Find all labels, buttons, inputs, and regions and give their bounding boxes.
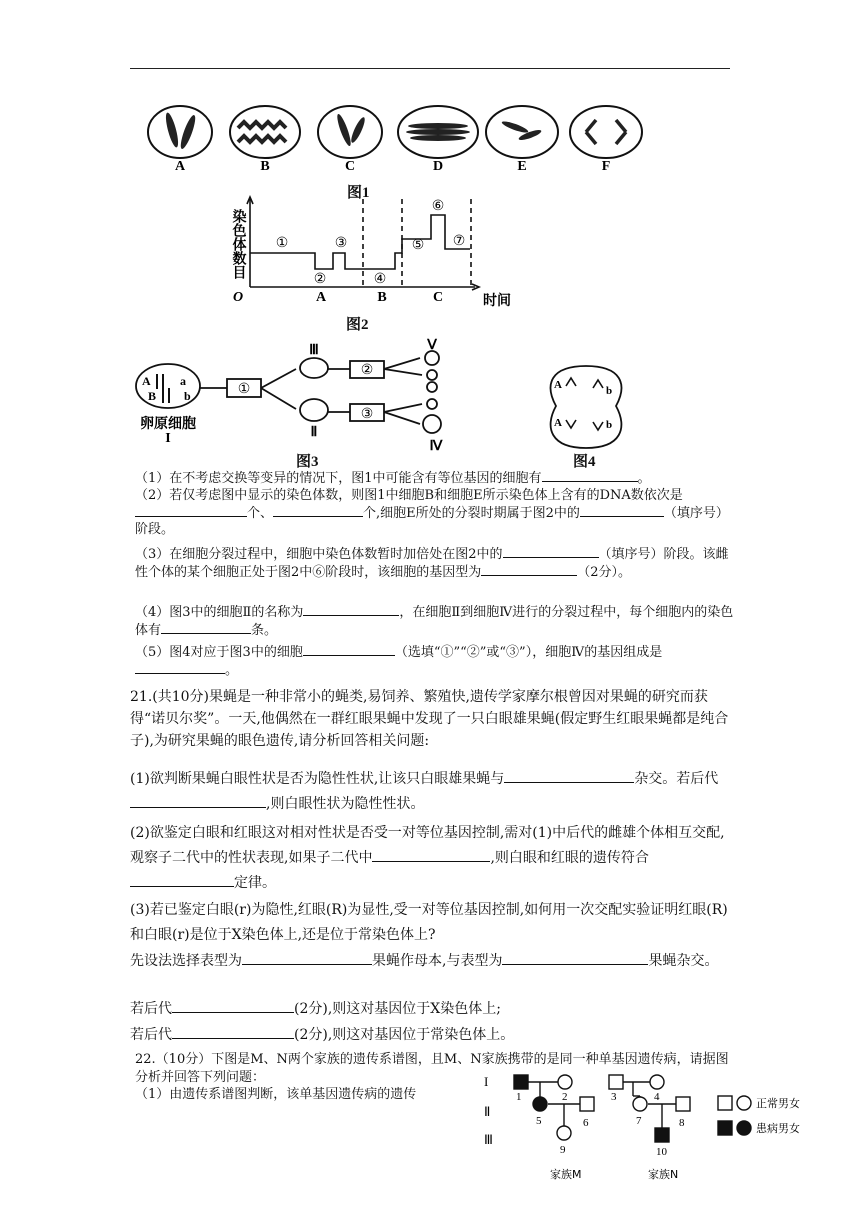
x-axis-label: 时间 — [483, 294, 511, 309]
cell-f — [570, 106, 642, 158]
gen-3-label: Ⅲ — [484, 1132, 493, 1147]
gene-a-lower: a — [180, 374, 186, 388]
n-individual-7 — [633, 1097, 647, 1111]
gene-a: A — [142, 374, 151, 388]
question-21-2: (2)欲鉴定白眼和红眼这对相对性状是否受一对等位基因控制,需对(1)中后代的雌雄个体相互交配,观察子二代中的性状表现,如果子二代中 ,则白眼和红眼的遗传符合定律。 — [130, 825, 725, 891]
segment-1: ① — [275, 236, 289, 251]
m-individual-1 — [514, 1075, 528, 1089]
legend-normal-label: 正常男女 — [756, 1097, 800, 1110]
segment-3: ③ — [334, 236, 348, 251]
m-individual-2 — [558, 1075, 572, 1089]
n-individual-8 — [676, 1097, 690, 1111]
gene-b: B — [148, 389, 157, 403]
fig4-gene-2: b — [606, 385, 613, 397]
fig4-gene-3: A — [554, 417, 562, 429]
question-20-2: （2）若仅考虑图中显示的染色体数，则图1中细胞B和细胞E所示染色体上含有的DNA数依次是个、 个,细胞E所处的分裂时期属于图2中的 （填序号）阶段。 — [135, 488, 729, 537]
fig4-gene-4: b — [606, 419, 613, 431]
id-4: 4 — [654, 1091, 660, 1103]
figure-3-caption: 图3 — [296, 454, 319, 470]
phase-b: B — [377, 290, 387, 305]
n-individual-4 — [650, 1075, 664, 1089]
pedigree-chart — [478, 1068, 850, 1188]
cell-3 — [300, 358, 328, 378]
n-individual-10 — [655, 1128, 669, 1142]
legend-normal-male — [718, 1096, 732, 1110]
cell-c — [318, 106, 382, 158]
id-7: 7 — [636, 1115, 642, 1127]
id-6: 6 — [583, 1117, 589, 1129]
id-2: 2 — [562, 1091, 568, 1103]
figure-1 — [140, 100, 660, 175]
figure-4-caption: 图4 — [573, 454, 596, 470]
question-20-4: （4）图3中的细胞Ⅱ的名称为 ，在细胞Ⅱ到细胞Ⅳ进行的分裂过程中，每个细胞内的染色体有 条。 — [135, 605, 734, 638]
legend-affected-male — [718, 1121, 732, 1135]
header-rule — [130, 68, 730, 69]
roman-4: Ⅳ — [429, 439, 443, 454]
id-9: 9 — [560, 1144, 566, 1156]
cell-b — [230, 106, 300, 158]
segment-2: ② — [313, 272, 327, 287]
family-m-label: 家族M — [550, 1168, 582, 1181]
question-21-1: (1)欲判断果蝇白眼性状是否为隐性性状,让该只白眼雄果蝇与 杂交。若后代,则白眼性状为隐性性状。 — [130, 771, 719, 812]
origin-label: O — [232, 290, 244, 305]
phase-a: A — [315, 290, 327, 305]
segment-6: ⑥ — [431, 199, 445, 214]
question-21-6: 若后代 (2分),则这对基因位于常染色体上。 — [130, 1027, 515, 1043]
question-22-1: （1）由遗传系谱图判断，该单基因遗传病的遗传 — [135, 1087, 417, 1102]
oogonium-num: I — [165, 431, 171, 446]
m-individual-5 — [533, 1097, 547, 1111]
segment-5: ⑤ — [411, 238, 425, 253]
cell-label-a: A — [174, 159, 186, 174]
question-22-intro: 22.（10分）下图是M、N两个家族的遗传系谱图，且M、N家族携带的是同一种单基因遗传病，请据图分析并回答下列问题： — [135, 1052, 729, 1085]
question-21-4: 先设法选择表型为 果蝇作母本,与表型为 果蝇杂交。 — [130, 953, 719, 969]
question-21-5: 若后代 (2分),则这对基因位于X染色体上; — [130, 1001, 501, 1017]
roman-3: Ⅲ — [309, 343, 319, 358]
cell-label-d: D — [432, 159, 444, 174]
id-1: 1 — [516, 1091, 522, 1103]
m-individual-9 — [557, 1126, 571, 1140]
id-8: 8 — [679, 1117, 685, 1129]
y-axis-label: 染色体数目 — [230, 209, 246, 279]
oogonium-label: 卵原细胞 — [140, 417, 196, 432]
roman-2: Ⅱ — [310, 425, 318, 440]
m-individual-6 — [580, 1097, 594, 1111]
id-3: 3 — [611, 1091, 617, 1103]
cell-label-e: E — [517, 159, 527, 174]
gen-2-label: Ⅱ — [484, 1104, 491, 1119]
cell-label-c: C — [344, 159, 356, 174]
figure-4 — [546, 362, 626, 452]
question-21-intro: 21.(共10分)果蝇是一种非常小的蝇类,易饲养、繁殖快,遗传学家摩尔根曾因对果蝇的研究而获得“诺贝尔奖”。一天,他偶然在一群红眼果蝇中发现了一只白眼雄果蝇(假定野生红眼果蝇都是纯合子),为研究果蝇的眼色遗传,请分析回答相关问题: — [130, 689, 729, 749]
box-3-label: ③ — [360, 407, 374, 422]
family-n-label: 家族N — [648, 1168, 679, 1181]
n-individual-3 — [609, 1075, 623, 1089]
box-1-label: ① — [237, 382, 251, 397]
cell-a — [148, 106, 212, 158]
roman-5: Ⅴ — [427, 338, 437, 353]
id-5: 5 — [536, 1115, 542, 1127]
figure-1-caption: 图1 — [347, 185, 370, 201]
figure-3 — [128, 338, 468, 458]
question-20-1: （1）在不考虑交换等变异的情况下，图1中可能含有等位基因的细胞有 。 — [135, 471, 651, 486]
legend-affected-label: 患病男女 — [756, 1122, 800, 1135]
legend-normal-female — [737, 1096, 751, 1110]
cell-label-b: B — [260, 159, 270, 174]
cell-2 — [300, 399, 328, 421]
question-21-3: (3)若已鉴定白眼(r)为隐性,红眼(R)为显性,受一对等位基因控制,如何用一次交配实验证明红眼(R)和白眼(r)是位于X染色体上,还是位于常染色体上? — [130, 902, 728, 943]
box-2-label: ② — [360, 363, 374, 378]
segment-4: ④ — [373, 272, 387, 287]
segment-7: ⑦ — [452, 234, 466, 249]
figure-2 — [220, 195, 520, 310]
question-20-5: （5）图4对应于图3中的细胞 （选填“①”“②”或“③”），细胞Ⅳ的基因组成是。 — [135, 645, 663, 678]
phase-c: C — [432, 290, 444, 305]
cell-label-f: F — [601, 159, 611, 174]
id-10: 10 — [656, 1146, 667, 1158]
fig4-gene-1: A — [554, 379, 562, 391]
question-20-3: （3）在细胞分裂过程中，细胞中染色体数暂时加倍处在图2中的 （填序号）阶段。该雌性个体的某个细胞正处于图2中⑥阶段时，该细胞的基因型为 （2分）。 — [135, 547, 729, 580]
gene-b-lower: b — [184, 389, 191, 403]
gen-1-label: I — [484, 1074, 489, 1089]
legend-affected-female — [737, 1121, 751, 1135]
figure-2-caption: 图2 — [346, 317, 369, 333]
